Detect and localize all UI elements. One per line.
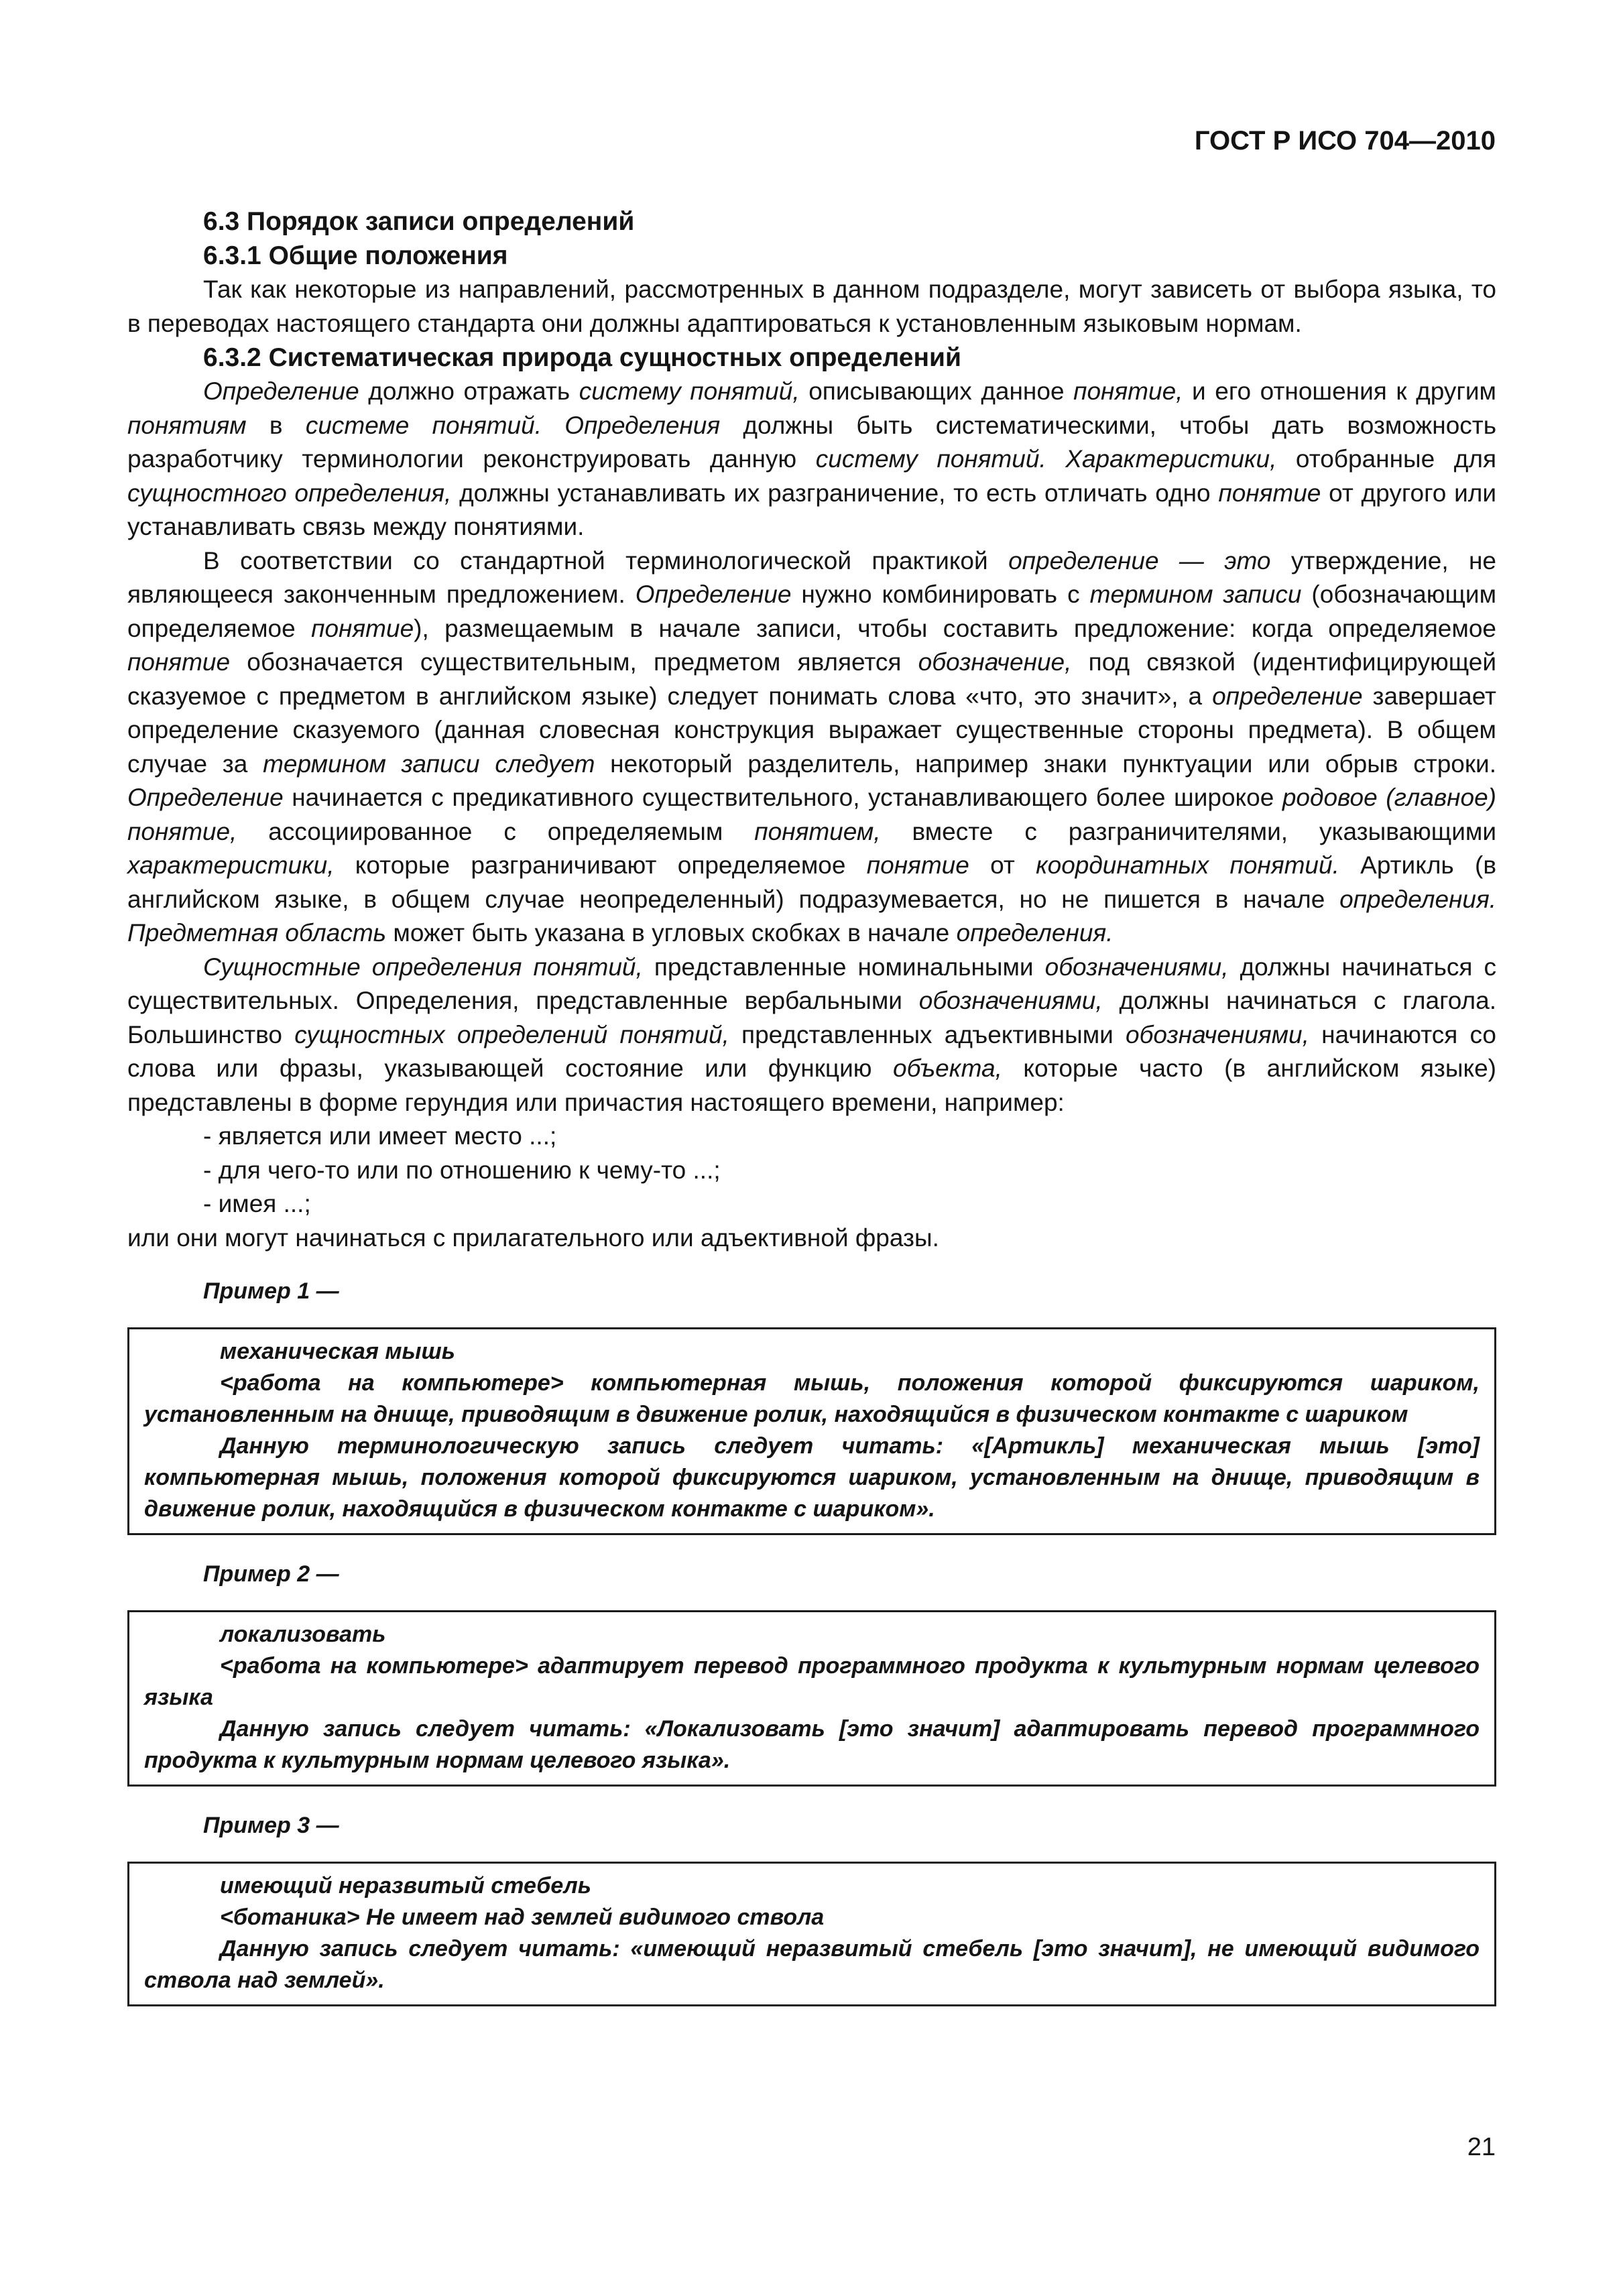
example-1-definition: <работа на компьютере> компьютерная мышь, положения которой фиксируются шариком, установленным на днище, приводящим в движение ролик, находящийся в физическом контакте с шариком [144,1370,1480,1427]
subsection-title-1: 6.3.1 Общие положения [203,241,508,270]
text-run: начинаются со слова или фразы, указывающей состояние или функцию [127,1020,1496,1082]
text-run: нужно комбинировать с [791,581,1090,608]
text-run: В соответствии со стандартной терминологической практикой [203,546,1009,575]
italic-term: характеристики, [127,851,335,879]
text-run: ), размещаемым в начале записи, чтобы составить предложение: когда определяемое [414,614,1496,642]
list-item: - является или имеет место ...; [203,1122,557,1150]
italic-term: понятие [866,851,969,879]
example-1-term: механическая мышь [220,1339,455,1364]
text-run: должны начинаться с существительных. Определения, представленные вербальными [127,953,1496,1014]
italic-term: понятие, [1073,377,1183,405]
italic-term: понятие [127,648,231,676]
text-run: описывающих данное [799,377,1074,405]
italic-term: термином записи следует [263,749,595,778]
list-tail-text: или они могут начинаться с прилагательного или адъективной фразы. [127,1223,939,1252]
italic-term: сущностного определения, [127,479,452,507]
italic-term: обозначениями, [1126,1020,1309,1048]
list-item: - имея ...; [203,1190,311,1217]
text-run: и его отношения к другим [1183,377,1496,405]
text-run: завершает определение сказуемого (данная словесная конструкция выражает существенные стороны предмета). В общем случае за [127,682,1496,778]
paragraph-3 [127,951,1496,1120]
text-run: представленные номинальными [642,953,1045,981]
italic-term: понятием, [754,817,881,845]
example-3-reading: Данную запись следует читать: «имеющий неразвитый стебель [это значит], не имеющий видимого ствола над землей». [144,1936,1480,1993]
example-3-box [127,1862,1496,2006]
paragraph-1 [127,375,1496,544]
page-content [127,204,1496,2006]
list-item: - для чего-то или по отношению к чему-то ...; [203,1156,721,1184]
text-run: должно отражать [359,377,579,405]
italic-term: понятиям [127,411,247,439]
italic-term: систему понятий. Характеристики, [815,445,1277,473]
example-2-reading: Данную запись следует читать: «Локализовать [это значит] адаптировать перевод программного продукта к культурным нормам целевого языка». [144,1716,1480,1773]
section-title: 6.3 Порядок записи определений [203,207,635,236]
italic-term: Сущностные определения понятий, [203,953,643,981]
example-2-label: Пример 2 — [203,1561,339,1587]
subsection-1-text: Так как некоторые из направлений, рассмотренных в данном подразделе, могут зависеть от выбора языка, то в переводах настоящего стандарта они должны адаптироваться к установленным языковым нормам. [127,276,1496,337]
italic-term: Определение [635,581,792,608]
example-1-box [127,1327,1496,1535]
example-2-definition: <работа на компьютере> адаптирует перевод программного продукта к культурным нормам целевого языка [144,1653,1480,1710]
italic-term: системе понятий. Определения [305,411,721,439]
italic-term: родовое (главное) понятие, [127,784,1496,845]
text-run: (обозначающим определяемое [127,581,1497,642]
text-run: под связкой (идентифицирующей сказуемое с предметом в английском языке) следует понимать слова «что, это значит», а [127,648,1496,710]
example-1-reading: Данную терминологическую запись следует читать: «[Артикль] механическая мышь [это] компьютерная мышь, положения которой фиксируются шариком, установленным на днище, приводящим в движение ролик, находящийся в физическом контакте с шариком». [144,1433,1480,1522]
italic-term: координатных понятий. [1036,851,1339,879]
text-run: некоторый разделитель, например знаки пунктуации или обрыв строки. [595,749,1496,778]
subsection-title-2: 6.3.2 Систематическая природа сущностных определений [203,343,961,372]
italic-term: систему понятий, [579,377,800,405]
italic-term: определение — это [1008,546,1271,575]
italic-term: понятие [1218,479,1321,507]
text-run: от [969,851,1036,879]
italic-term: Определение [203,377,359,405]
text-run: начинается с предикативного существительного, устанавливающего более широкое [283,784,1282,811]
example-2-box [127,1610,1496,1787]
text-run: ассоциированное с определяемым [237,817,755,845]
example-1-label: Пример 1 — [203,1278,339,1304]
text-run: должны устанавливать их разграничение, то есть отличать одно [451,479,1219,507]
italic-term: обозначениями, [918,987,1103,1014]
example-3-label: Пример 3 — [203,1813,339,1838]
text-run: представленных адъективными [729,1020,1126,1048]
example-3-definition: <ботаника> Не имеет над землей видимого ствола [220,1905,825,1930]
text-run: отобранные для [1276,445,1496,473]
italic-term: обозначение, [918,648,1072,676]
italic-term: обозначениями, [1044,953,1229,981]
text-run: может быть указана в угловых скобках в начале [386,919,957,947]
text-run: должны быть систематическими, чтобы дать возможность разработчику терминологии реконструировать данную [127,411,1497,473]
italic-term: объекта, [893,1054,1002,1082]
page-number: 21 [1467,2133,1496,2161]
italic-term: термином записи [1089,581,1302,608]
text-run: в [246,411,306,439]
text-run: утверждение, не являющееся законченным предложением. [127,546,1496,608]
text-run: должны начинаться с глагола. Большинство [127,987,1496,1048]
italic-term: определения. [956,919,1114,947]
text-run: вместе с разграничителями, указывающими [880,817,1497,845]
italic-term: сущностных определений понятий, [294,1020,729,1048]
text-run: от другого или устанавливать связь между понятиями. [127,479,1496,540]
example-2-term: локализовать [220,1622,386,1647]
text-run: обозначается существительным, предметом является [230,648,918,676]
italic-term: определения. Предметная область [127,885,1496,947]
italic-term: определение [1212,682,1363,710]
italic-term: понятие [311,614,414,642]
text-run: которые разграничивают определяемое [334,851,867,879]
document-code-header: ГОСТ Р ИСО 704—2010 [1194,126,1496,156]
paragraph-2 [127,544,1496,951]
italic-term: Определение [127,784,284,811]
example-3-term: имеющий неразвитый стебель [220,1873,591,1898]
text-run: Артикль (в английском языке, в общем случае неопределенный) подразумевается, но не пишется в начале [127,851,1496,913]
text-run: которые часто (в английском языке) представлены в форме герундия или причастия настоящего времени, например: [127,1054,1496,1116]
